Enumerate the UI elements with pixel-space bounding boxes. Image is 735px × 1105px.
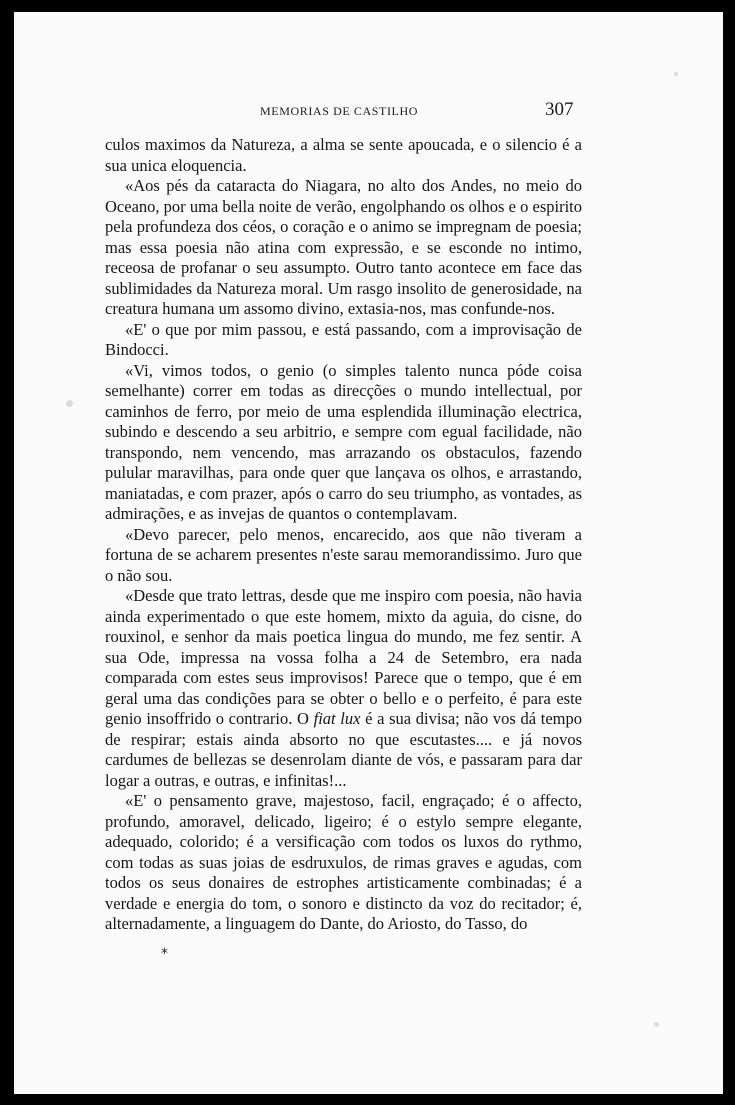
paper-speck xyxy=(66,400,73,407)
page-header xyxy=(14,100,723,124)
paper-speck xyxy=(654,1022,659,1027)
paragraph-2: «Aos pés da cataracta do Niagara, no alto dos Andes, no meio do Oceano, por uma bella noite de verão, engolphando os olhos e o espirito pela profundeza dos céos, o coração e o animo se impregnam de poesia; mas essa poesia não atina com expressão, e se esconde no intimo, receosa de profanar o seu assumpto. Outro tanto acontece em face das sublimidades da Natureza moral. Um rasgo insolito de generosidade, na creatura humana um assomo divino, extasia-nos, mas confunde-nos. xyxy=(105,176,582,318)
paragraph-5: «Devo parecer, pelo menos, encarecido, aos que não tiveram a fortuna de se acharem presentes n'este sarau memorandissimo. Juro que o não sou. xyxy=(105,524,582,585)
page-number: 307 xyxy=(545,99,574,120)
asterisk-mark: * xyxy=(161,946,168,962)
book-page xyxy=(14,12,723,1094)
body-text xyxy=(105,135,582,935)
paragraph-6-text-b: é a sua divisa; não vos dá tempo de respirar; estais ainda absorto no que escutastes.... e já novos cardumes de bellezas se desenrolam diante de vós, e passaram para dar logar a outras, e outras, e infinitas!... xyxy=(105,709,582,790)
running-title: MEMORIAS DE CASTILHO xyxy=(260,104,419,118)
paper-speck xyxy=(674,72,678,76)
paragraph-7: «E' o pensamento grave, majestoso, facil, engraçado; é o affecto, profundo, amoravel, delicado, ligeiro; é o estylo sempre elegante, adequado, colorido; é a versificação com todos os luxos do rythmo, com todas as suas joias de esdruxulos, de rimas graves e agudas, com todos os seus donaires de estrophes artisticamente combinadas; é a verdade e energia do tom, o sonoro e distincto da voz do recitador; é, alternadamente, a linguagem do Dante, do Ariosto, do Tasso, do xyxy=(105,791,582,933)
paragraph-1: culos maximos da Natureza, a alma se sente apoucada, e o silencio é a sua unica eloquencia. xyxy=(105,135,582,175)
fiat-lux-italic: fiat lux xyxy=(313,709,361,728)
paragraph-4: «Vi, vimos todos, o genio (o simples talento nunca póde coisa semelhante) correr em todas as direcções o mundo intellectual, por caminhos de ferro, por meio de uma esplendida illuminação electrica, subindo e descendo a seu arbitrio, e sempre com egual facilidade, não transpondo, nem vencendo, mas arrazando os obstaculos, fazendo pulular maravilhas, para onde quer que lançava os olhos, e arrastando, maniatadas, e com prazer, após o carro do seu triumpho, as vontades, as admirações, e as invejas de quantos o contemplavam. xyxy=(105,360,582,523)
paragraph-6-text-a: «Desde que trato lettras, desde que me inspiro com poesia, não havia ainda experimentado o que este homem, mixto da aguia, do cisne, do rouxinol, e senhor da mais poetica lingua do mundo, me fez sentir. A sua Ode, impressa na vossa folha a 24 de Setembro, era nada comparada com estes seus improvisos! Parece que o tempo, que é em geral uma das condições para se obter o bello e o perfeito, é para este genio insoffrido o contrario. O xyxy=(105,586,582,728)
paragraph-6 xyxy=(105,586,582,791)
paragraph-3: «E' o que por mim passou, e está passando, com a improvisação de Bindocci. xyxy=(105,319,582,359)
